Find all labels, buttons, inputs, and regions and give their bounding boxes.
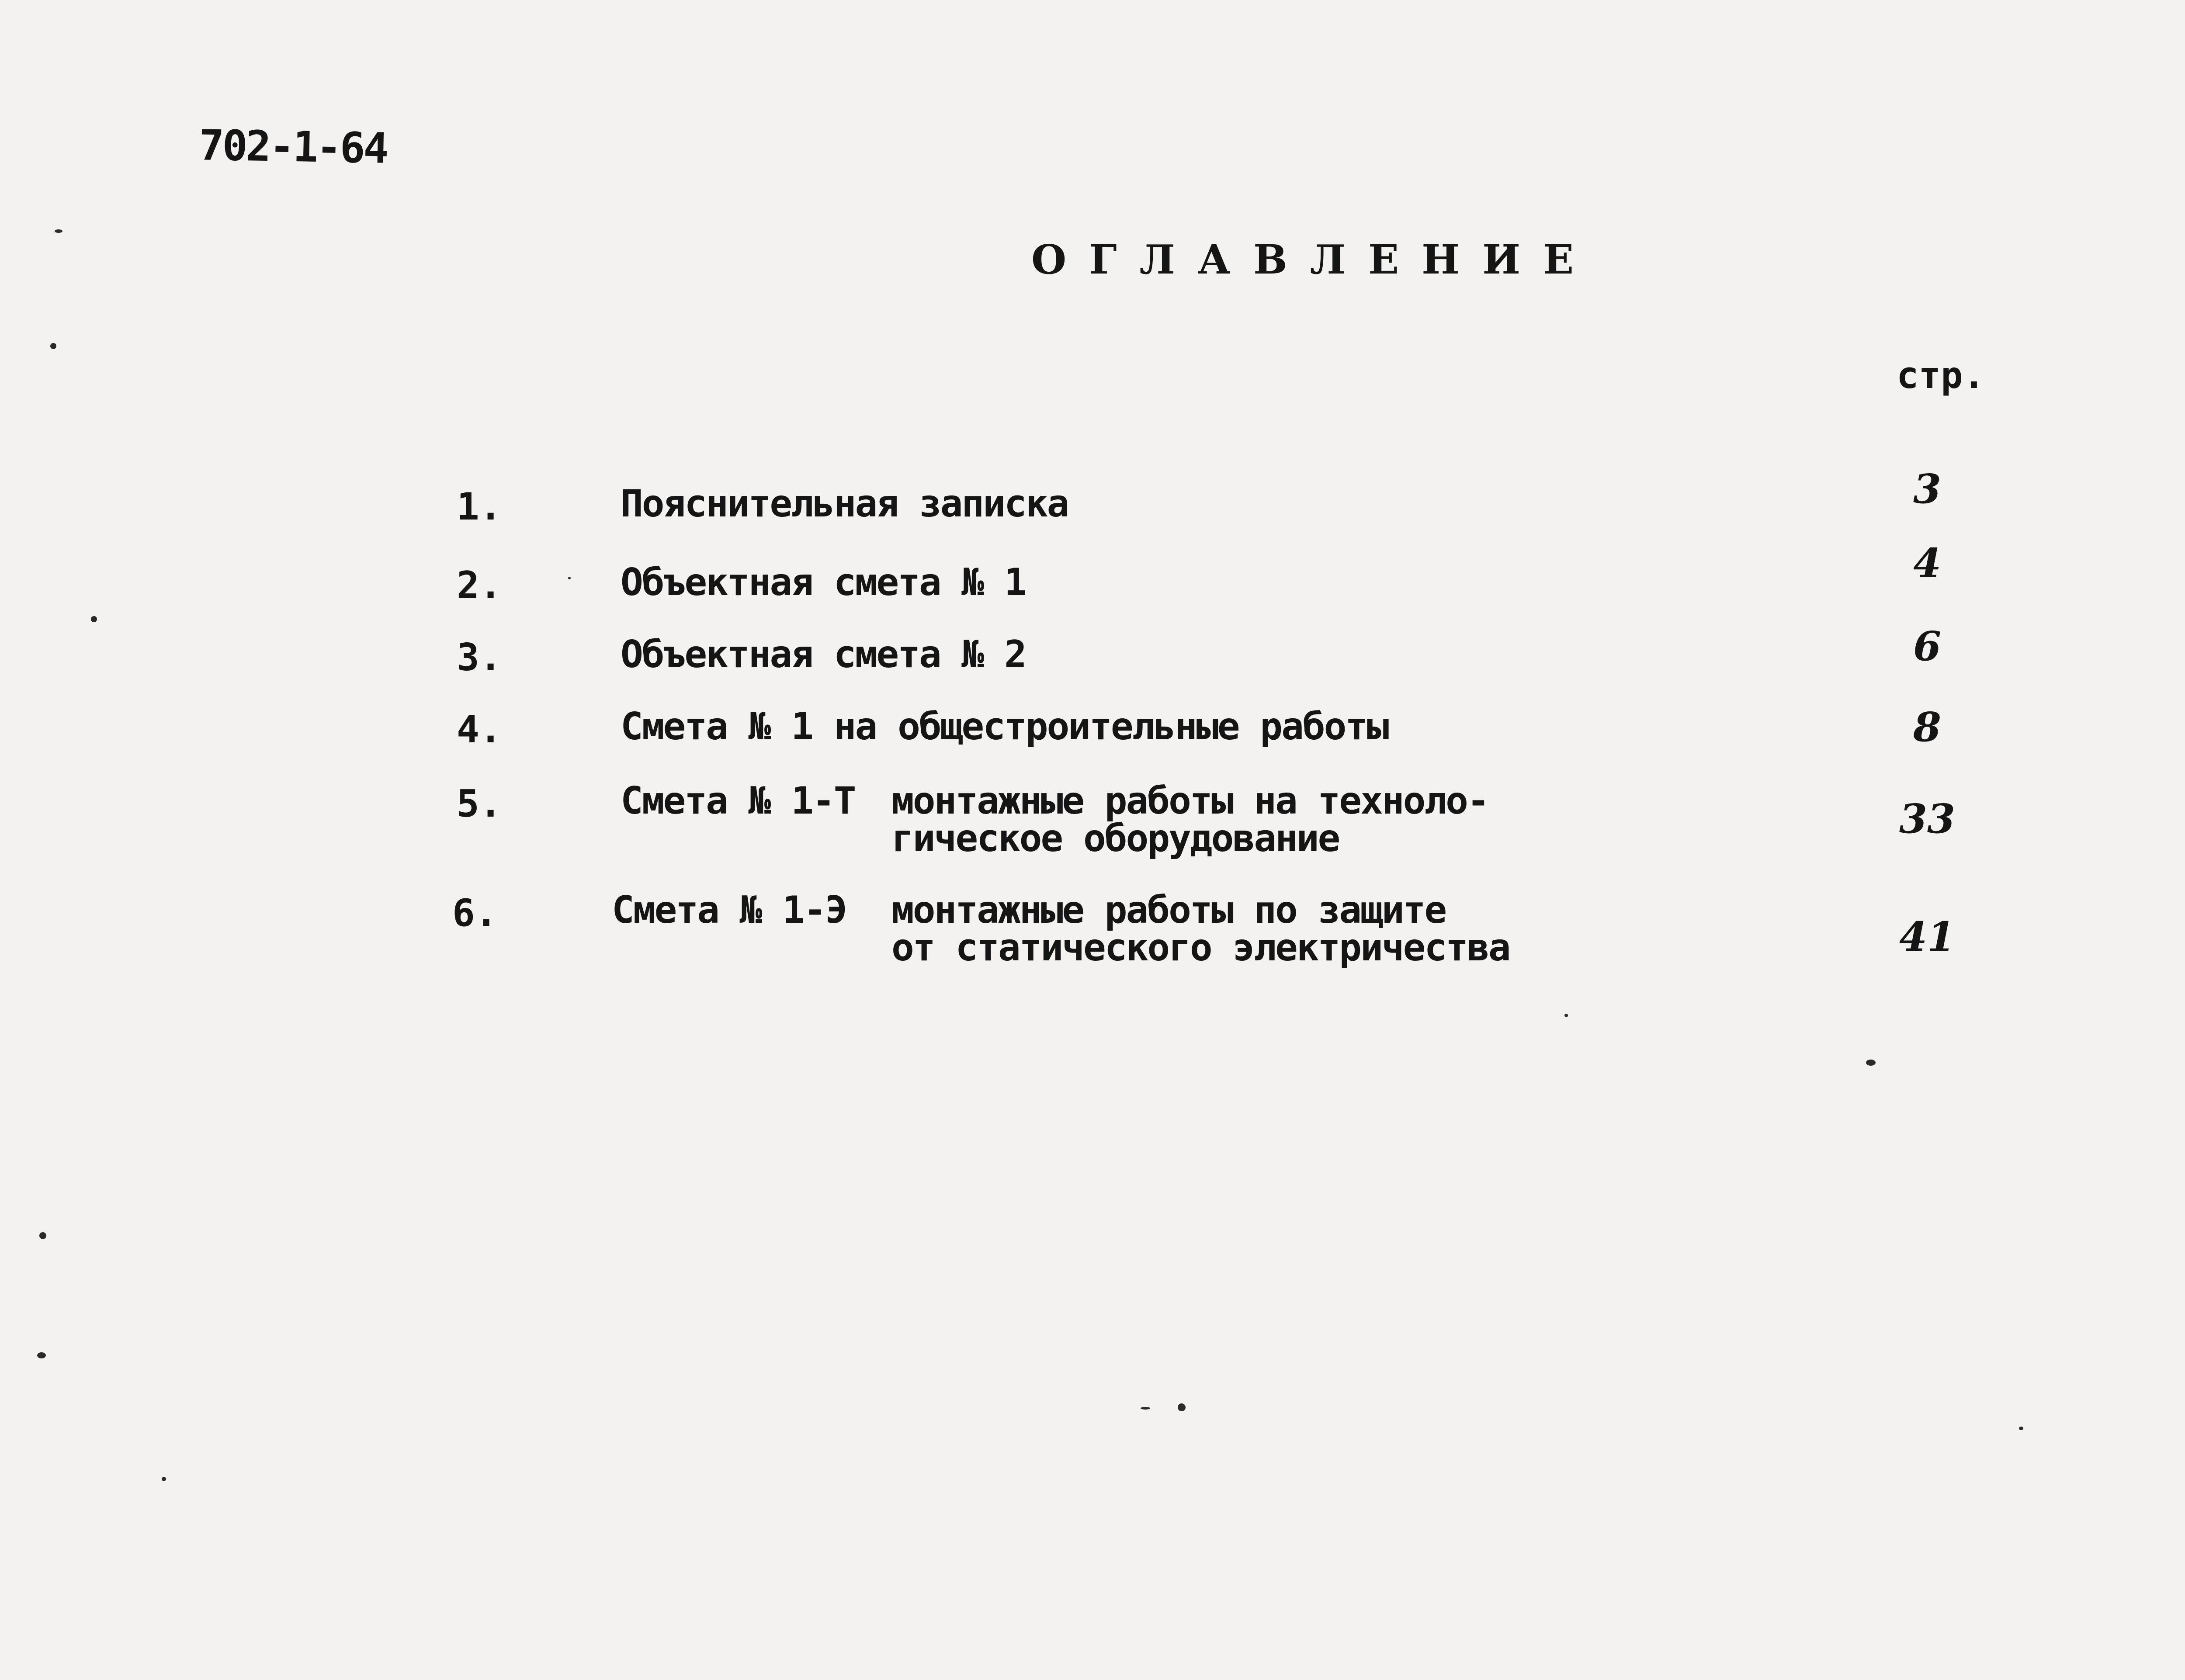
scan-speck <box>39 1232 46 1239</box>
scan-speck <box>162 1477 166 1481</box>
toc-title-block <box>612 888 1510 970</box>
page-title: ОГЛАВЛЕНИЕ <box>1031 236 1597 283</box>
toc-title-block <box>621 779 1488 860</box>
scan-speck <box>1564 1014 1568 1017</box>
document-code: 702-1-64 <box>198 121 388 173</box>
toc-number: 6. <box>452 891 498 935</box>
toc-title-continuation: гическое оборудование <box>891 817 1339 860</box>
toc-number: 2. <box>457 564 502 607</box>
toc-prefix: Смета № 1-Э <box>612 888 846 932</box>
toc-page: 6 <box>1913 623 1941 670</box>
toc-prefix: Смета № 1-Т <box>621 779 855 823</box>
toc-page: 8 <box>1913 703 1941 751</box>
toc-page: 33 <box>1899 795 1956 842</box>
toc-title: Объектная смета № 1 <box>621 561 1026 604</box>
toc-title: Пояснительная записка <box>621 482 1068 526</box>
scan-speck <box>55 229 62 233</box>
toc-title: Объектная смета № 2 <box>621 633 1026 676</box>
scan-speck <box>2019 1427 2023 1430</box>
scan-speck <box>50 343 56 349</box>
toc-number: 1. <box>457 485 502 529</box>
scan-speck <box>91 616 97 622</box>
toc-title: монтажные работы по защите <box>891 888 1446 932</box>
toc-number: 5. <box>457 782 502 826</box>
page-column-header: стр. <box>1897 354 1985 397</box>
toc-title-continuation: от статического электричества <box>891 926 1510 970</box>
toc-page: 4 <box>1913 540 1941 587</box>
toc-title: монтажные работы на техноло- <box>891 779 1488 823</box>
toc-number: 4. <box>457 708 502 752</box>
scan-speck <box>1178 1403 1186 1411</box>
scan-speck <box>37 1352 46 1358</box>
scan-speck <box>568 577 571 579</box>
toc-page: 41 <box>1899 913 1956 960</box>
scan-speck <box>1866 1060 1876 1066</box>
toc-number: 3. <box>457 636 502 679</box>
toc-title: Смета № 1 на общестроительные работы <box>621 705 1388 748</box>
toc-page: 3 <box>1913 465 1941 513</box>
scan-speck <box>1141 1407 1150 1410</box>
